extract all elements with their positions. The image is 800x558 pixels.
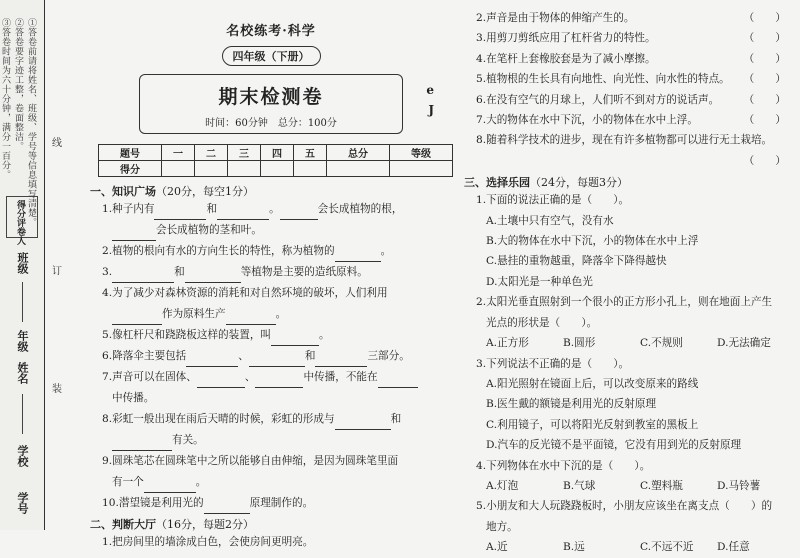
- s1-q7-cont: [90, 388, 452, 409]
- s1-q2-text: 。: [380, 245, 392, 257]
- cut-mark-zhuang: 装: [52, 384, 62, 395]
- s3-q2-text: 2.太阳光垂直照射到一个很小的正方形小孔上，则在地面上产生: [476, 296, 773, 309]
- s3-q4-option[interactable]: A.灯泡: [486, 479, 519, 492]
- title-box: [139, 74, 434, 134]
- answer-paren[interactable]: （ ）: [743, 154, 786, 167]
- s1-q8-text: 有关。: [172, 434, 204, 446]
- s2-q4: [464, 49, 794, 69]
- score-header-cell: 一: [162, 145, 195, 161]
- s3-q2-cont: [464, 313, 794, 333]
- notice-line-2: ②答卷要字迹工整，卷面整洁。: [13, 18, 23, 151]
- s2-q5: [464, 69, 794, 89]
- exam-title: 期末检测卷: [218, 86, 324, 108]
- score-cell[interactable]: [327, 161, 390, 177]
- s3-q5: [464, 496, 794, 516]
- field-label-grade: 年级: [16, 330, 29, 352]
- s1-q4: [90, 283, 452, 304]
- s1-q5-text: 。: [319, 329, 330, 341]
- s1-q3-text: 等植物是主要的造纸原料。: [240, 266, 368, 278]
- field-label-name: 姓名: [16, 362, 29, 384]
- s1-q1: [90, 199, 452, 220]
- answer-blank[interactable]: [186, 352, 238, 367]
- answer-paren[interactable]: （ ）: [743, 114, 786, 127]
- score-reviewer-label: 得分评卷人: [15, 200, 25, 245]
- s1-q9-text: 有一个: [112, 476, 144, 488]
- s1-q6-text: 和: [304, 350, 316, 362]
- s2-q5-text: 5.植物根的生长具有向地性、向光性、向水性的特点。: [476, 73, 730, 86]
- s2-q6: [464, 90, 794, 110]
- s3-q5-option[interactable]: A.近: [486, 541, 508, 554]
- s1-q1-text: 和: [206, 203, 218, 215]
- s3-q1: [464, 190, 794, 210]
- field-label-school: 学校: [16, 445, 29, 467]
- answer-blank[interactable]: [197, 373, 245, 388]
- score-row-label: 得分: [99, 161, 162, 177]
- s1-q7-text: 7.声音可以在固体、: [102, 371, 197, 383]
- s1-q7-text: 中传播，不能在: [303, 371, 378, 383]
- answer-blank[interactable]: [335, 247, 381, 262]
- s1-q10: [90, 493, 452, 514]
- answer-blank[interactable]: [315, 352, 367, 367]
- score-header-cell: 五: [294, 145, 327, 161]
- answer-paren[interactable]: （ ）: [743, 32, 786, 45]
- s2-q2-text: 2.声音是由于物体的伸缩产生的。: [476, 12, 635, 24]
- s1-q1-cont: [90, 220, 452, 241]
- s3-q3-text: 3.下列说法不正确的是（ ）。: [476, 357, 630, 370]
- s3-q3: [464, 354, 794, 374]
- answer-blank[interactable]: [335, 415, 391, 430]
- s1-q9: [90, 451, 452, 472]
- score-cell[interactable]: [390, 161, 453, 177]
- s3-q4-text: 4.下列物体在水中下沉的是（ ）。: [476, 459, 651, 472]
- left-column: [90, 0, 452, 548]
- s1-q5-text: 5.像杠杆尺和跷跷板这样的装置，叫: [102, 329, 272, 341]
- score-header-cell: 总分: [327, 145, 390, 161]
- answer-blank[interactable]: [112, 310, 162, 325]
- score-cell[interactable]: [162, 161, 195, 177]
- answer-blank[interactable]: [144, 478, 196, 493]
- score-header-cell: 题号: [99, 145, 162, 161]
- s3-q1-option[interactable]: B.大的物体在水中下沉，小的物体在水中上浮: [486, 235, 699, 248]
- answer-blank[interactable]: [249, 352, 305, 367]
- s1-q1-text: 会长成植物的茎和叶。: [156, 224, 262, 236]
- answer-paren[interactable]: （ ）: [743, 52, 786, 65]
- s3-q4-option[interactable]: C.塑料瓶: [640, 479, 683, 492]
- section1-note: （20分，每空1分）: [156, 185, 254, 198]
- section3-heading: [464, 174, 794, 190]
- s1-q8-cont: [90, 430, 452, 451]
- side-mark-bottom: J: [428, 103, 434, 117]
- s1-q2: [90, 241, 452, 262]
- cut-mark-ding: 订: [52, 266, 62, 277]
- score-cell[interactable]: [195, 161, 228, 177]
- s3-q5-option[interactable]: C.不远不近: [640, 541, 694, 554]
- answer-paren[interactable]: （ ）: [743, 73, 786, 86]
- s2-q8-paren-row: [464, 151, 794, 171]
- s3-q1-option[interactable]: D.太阳光是一种单色光: [486, 275, 593, 288]
- s1-q6-text: 、: [238, 350, 249, 362]
- score-cell[interactable]: [294, 161, 327, 177]
- s1-q1-text: 1.种子内有: [102, 203, 155, 215]
- s3-q2-text: 光点的形状是（ ）。: [486, 316, 598, 329]
- answer-paren[interactable]: （ ）: [743, 93, 786, 106]
- s2-q3: [464, 28, 794, 48]
- answer-blank[interactable]: [271, 331, 319, 346]
- answer-blank[interactable]: [217, 205, 269, 220]
- notice-line-1: ①答卷前请将姓名、班级、学号等信息填写清楚。: [26, 18, 36, 227]
- score-header-cell: 三: [228, 145, 261, 161]
- s3-q2-option[interactable]: D.无法确定: [717, 337, 771, 350]
- s1-q6: [90, 346, 452, 367]
- class-field-line: [22, 282, 23, 322]
- answer-blank[interactable]: [154, 205, 206, 220]
- s1-q7-text: 中传播。: [112, 392, 155, 404]
- s3-q1-text: 1.下面的说法正确的是（ ）。: [476, 194, 630, 207]
- answer-blank[interactable]: [378, 373, 418, 388]
- section3-title: 三、选择乐园: [464, 176, 530, 190]
- grade-text: 四年级（下册）: [222, 46, 321, 66]
- answer-blank[interactable]: [226, 310, 276, 325]
- s1-q6-text: 6.降落伞主要包括: [102, 350, 187, 362]
- s1-q1-text: 会长成植物的根，: [317, 203, 403, 215]
- s3-q2-options: [464, 333, 794, 353]
- score-table: [98, 144, 453, 177]
- s3-q5-text: 5.小朋友和大人玩跷跷板时，小朋友应该坐在离支点（ ）的: [476, 500, 773, 513]
- s3-q5-cont: [464, 517, 794, 537]
- s3-q5-option[interactable]: B.远: [563, 541, 585, 554]
- answer-blank[interactable]: [204, 499, 250, 514]
- field-label-number: 学号: [16, 492, 29, 514]
- grade-badge: [90, 45, 452, 66]
- s1-q9-text: 。: [195, 476, 207, 488]
- section3-note: （24分，每题3分）: [530, 176, 628, 190]
- score-header-cell: 二: [195, 145, 228, 161]
- score-cell[interactable]: [228, 161, 261, 177]
- s1-q8: [90, 409, 452, 430]
- s1-q4-text: 作为原料生产: [162, 308, 226, 320]
- section1-title: 一、知识广场: [90, 185, 156, 198]
- s2-q1: [90, 532, 452, 553]
- s1-q8-text: 8.彩虹一般出现在雨后天晴的时候，彩虹的形成与: [102, 413, 335, 425]
- section2-title: 二、判断大厅: [90, 518, 156, 531]
- s2-q2: [464, 8, 794, 28]
- section2-note: （16分，每题2分）: [156, 518, 254, 531]
- right-column: [464, 0, 794, 554]
- notice-line-3: ③答卷时间为六十分钟，满分一百分。: [0, 18, 10, 180]
- time-score: 时间：60分钟 总分：100分: [205, 118, 337, 129]
- s3-q5-options: [464, 537, 794, 557]
- s1-q4-text: 。: [275, 308, 287, 320]
- s2-q1-text: 1.把房间里的墙涂成白色，会使房间更明亮。: [102, 536, 314, 548]
- answer-blank[interactable]: [185, 268, 241, 283]
- s3-q1-option[interactable]: A.土壤中只有空气，没有水: [486, 214, 614, 227]
- answer-blank[interactable]: [112, 226, 156, 241]
- section1-heading: [90, 183, 452, 199]
- s3-q3-option[interactable]: D.汽车的反光镜不是平面镜，它没有用到光的反射原理: [486, 439, 742, 452]
- score-header-cell: 四: [261, 145, 294, 161]
- s2-q4-text: 4.在笔杆上套橡胶套是为了减小摩擦。: [476, 52, 656, 65]
- s2-q7-text: 7.大的物体在水中下沉，小的物体在水中上浮。: [476, 114, 698, 127]
- cut-mark-xian: 线: [52, 138, 62, 149]
- s3-q2-option[interactable]: B.圆形: [563, 337, 596, 350]
- answer-blank[interactable]: [255, 373, 303, 388]
- answer-paren[interactable]: （ ）: [743, 12, 786, 24]
- s2-q8: [464, 130, 794, 150]
- s2-q8-text: 8.随着科学技术的进步，现在有许多植物都可以进行无土栽培。: [476, 134, 773, 147]
- side-mark-top: e: [426, 83, 434, 97]
- s1-q8-text: 和: [390, 413, 402, 425]
- s3-q3-option[interactable]: A.阳光照射在镜面上后，可以改变原来的路线: [486, 377, 699, 390]
- answer-blank[interactable]: [112, 268, 174, 283]
- answer-blank[interactable]: [280, 205, 318, 220]
- s1-q4-cont: [90, 304, 452, 325]
- s2-q3-text: 3.用剪刀剪纸应用了杠杆省力的特性。: [476, 32, 656, 45]
- series-name: 名校练考·科学: [226, 24, 316, 39]
- s1-q2-text: 2.植物的根向有水的方向生长的特性，称为植物的: [102, 245, 335, 257]
- s3-q3-option[interactable]: C.利用镜子，可以将阳光反射到教室的黑板上: [486, 418, 699, 431]
- s1-q3-text: 和: [174, 266, 185, 278]
- s3-q4-option[interactable]: D.马铃薯: [717, 479, 761, 492]
- score-table-score-row: [99, 161, 453, 177]
- answer-blank[interactable]: [112, 436, 172, 451]
- s3-q5-text: 地方。: [486, 520, 518, 533]
- s1-q6-text: 三部分。: [367, 350, 410, 362]
- score-header-cell: 等级: [390, 145, 453, 161]
- score-table-header-row: [99, 145, 453, 161]
- s3-q1-option[interactable]: C.悬挂的重物越重，降落伞下降得越快: [486, 255, 667, 268]
- s1-q10-text: 原理制作的。: [249, 497, 314, 509]
- s1-q10-text: 10.潜望镜是利用光的: [102, 497, 204, 509]
- s3-q4: [464, 456, 794, 476]
- score-cell[interactable]: [261, 161, 294, 177]
- s2-q6-text: 6.在没有空气的月球上，人们听不到对方的说话声。: [476, 93, 720, 106]
- s1-q7-text: 、: [244, 371, 256, 383]
- s1-q9-cont: [90, 472, 452, 493]
- s1-q7: [90, 367, 452, 388]
- s1-q5: [90, 325, 452, 346]
- s1-q1-text: 。: [269, 203, 280, 215]
- s1-q4-text: 4.为了减少对森林资源的消耗和对自然环境的破坏，人们利用: [102, 287, 388, 299]
- s1-q3: [90, 262, 452, 283]
- s3-q4-option[interactable]: B.气球: [563, 479, 596, 492]
- binding-strip: [0, 0, 45, 530]
- s1-q9-text: 9.圆珠笔芯在圆珠笔中之所以能够自由伸缩，是因为圆珠笔里面: [102, 455, 399, 467]
- s3-q2-option[interactable]: A.正方形: [486, 337, 529, 350]
- s1-q3-text: 3.: [102, 266, 113, 278]
- name-field-line: [22, 394, 23, 434]
- s3-q2: [464, 292, 794, 312]
- s3-q3-option[interactable]: B.医生戴的额镜是利用光的反射原理: [486, 398, 657, 411]
- s3-q4-options: [464, 476, 794, 496]
- s3-q5-option[interactable]: D.任意: [717, 541, 750, 554]
- s2-q7: [464, 110, 794, 130]
- field-label-class: 班级: [16, 252, 29, 274]
- s3-q2-option[interactable]: C.不规则: [640, 337, 683, 350]
